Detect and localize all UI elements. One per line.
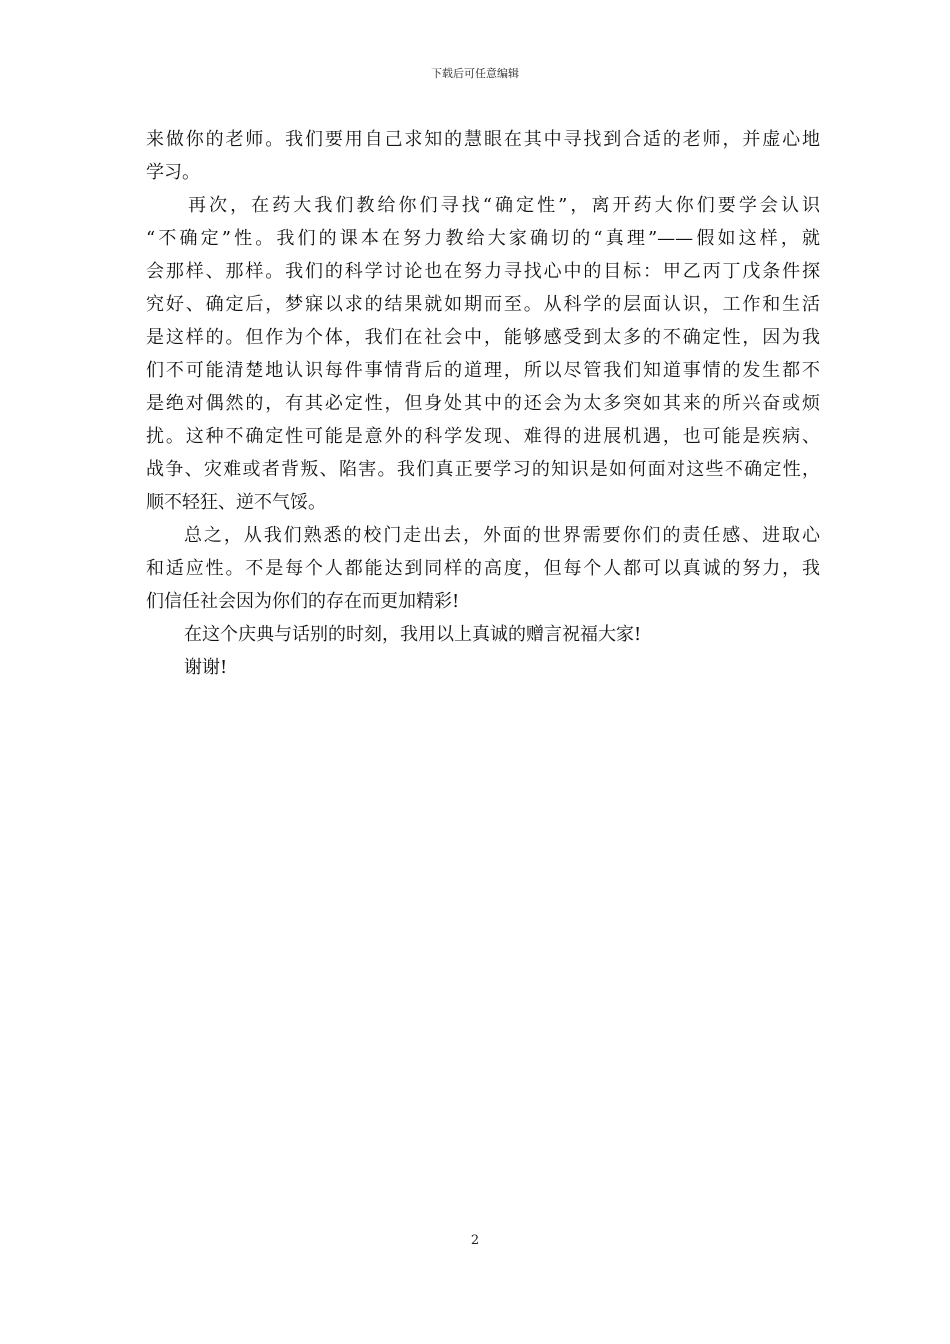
text-line: 会那样、那样。我们的科学讨论也在努力寻找心中的目标：甲乙丙丁戊条件探 [146, 261, 820, 282]
document-body [146, 123, 820, 684]
text-line: 是这样的。但作为个体，我们在社会中，能够感受到太多的不确定性，因为我 [146, 327, 820, 348]
text-line: 谢谢! [184, 657, 228, 678]
text-line: 战争、灾难或者背叛、陷害。我们真正要学习的知识是如何面对这些不确定性， [146, 459, 820, 480]
text-line: 们不可能清楚地认识每件事情背后的道理，所以尽管我们知道事情的发生都不 [146, 360, 820, 381]
text-line: 来做你的老师。我们要用自己求知的慧眼在其中寻找到合适的老师，并虚心地 [146, 129, 820, 150]
text-line: 再次，在药大我们教给你们寻找“确定性”，离开药大你们要学会认识 [188, 195, 820, 216]
text-line: 在这个庆典与话别的时刻，我用以上真诚的赠言祝福大家! [184, 624, 642, 645]
text-line: 是绝对偶然的，有其必定性，但身处其中的还会为太多突如其来的所兴奋或烦 [146, 393, 820, 414]
text-line: 们信任社会因为你们的存在而更加精彩! [146, 591, 460, 612]
page-number: 2 [470, 1233, 480, 1248]
text-line: 扰。这种不确定性可能是意外的科学发现、难得的进展机遇，也可能是疾病、 [146, 426, 820, 447]
text-line: “不确定”性。我们的课本在努力教给大家确切的“真理”——假如这样，就 [146, 228, 820, 249]
text-line: 和适应性。不是每个人都能达到同样的高度，但每个人都可以真诚的努力，我 [146, 558, 820, 579]
text-line: 究好、确定后，梦寐以求的结果就如期而至。从科学的层面认识，工作和生活 [146, 294, 820, 315]
page-header: 下载后可任意编辑 [431, 67, 519, 80]
text-line: 顺不轻狂、逆不气馁。 [146, 492, 326, 513]
text-line: 总之，从我们熟悉的校门走出去，外面的世界需要你们的责任感、进取心 [184, 525, 820, 546]
text-line: 学习。 [146, 162, 200, 183]
